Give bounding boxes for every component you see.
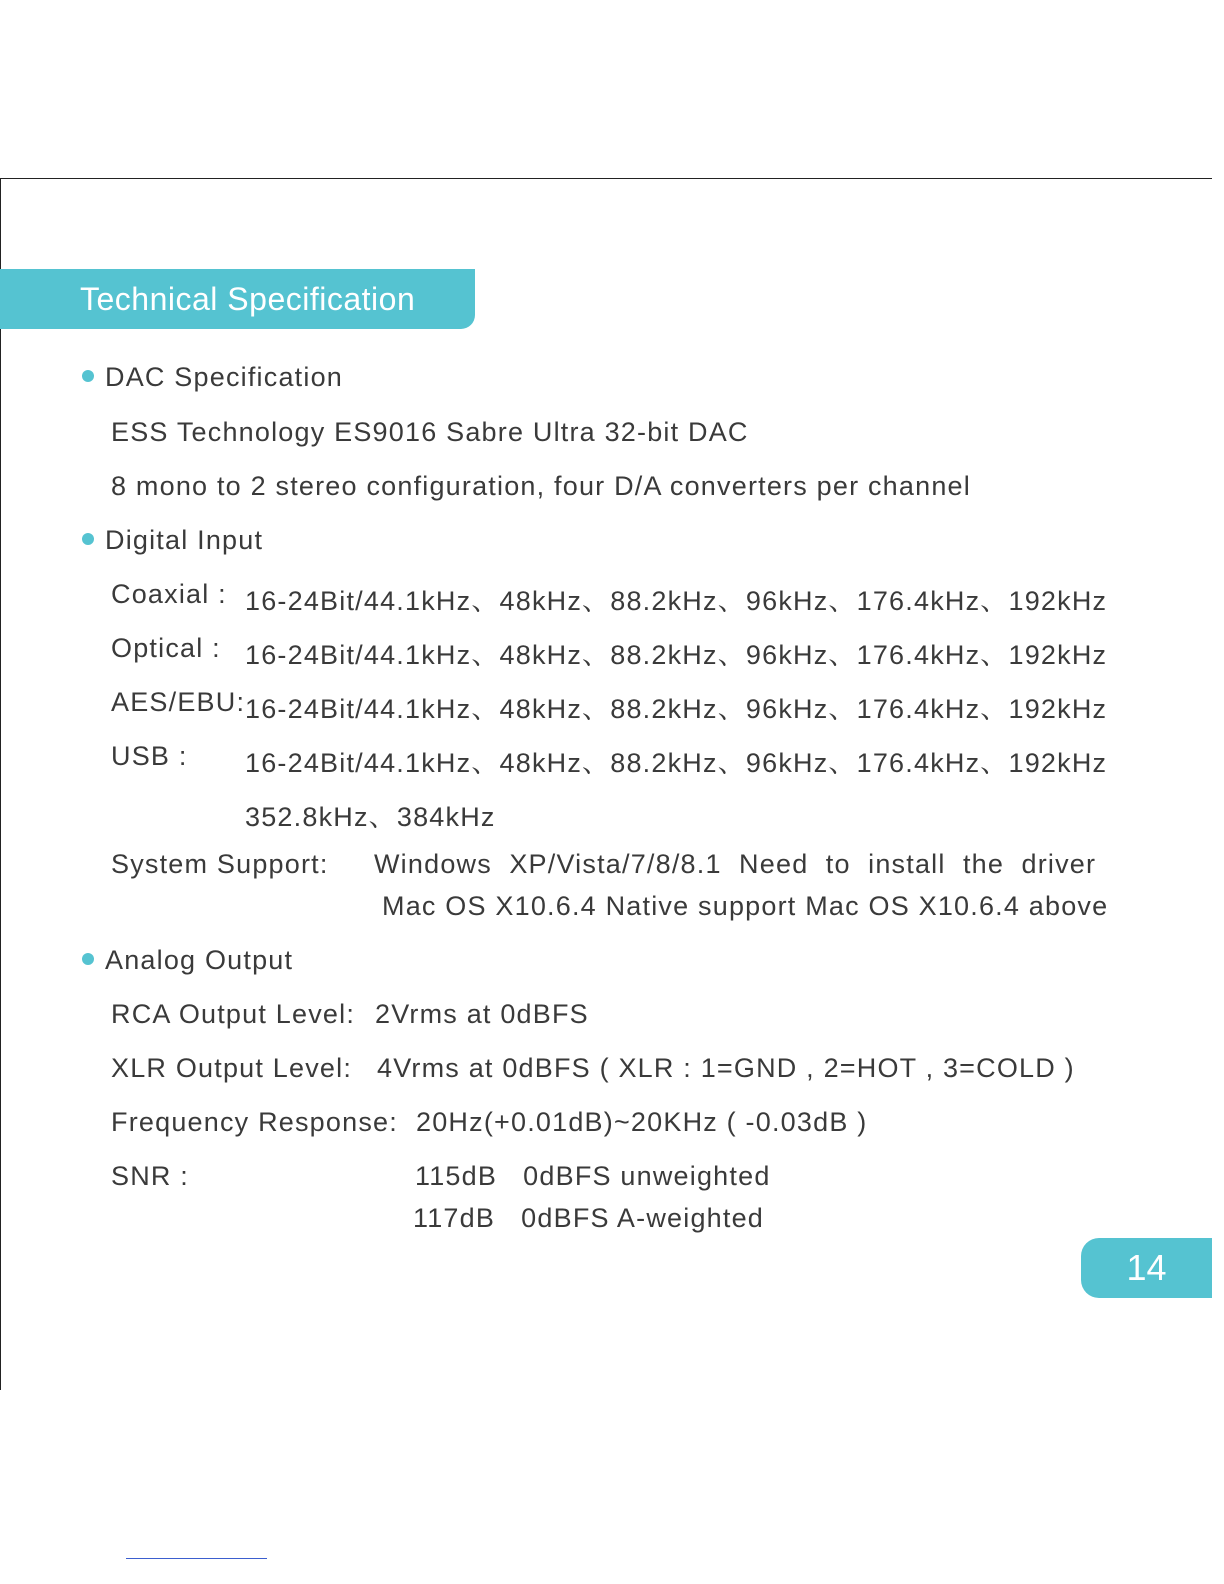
page-number: 14: [1081, 1238, 1212, 1298]
system-support-label: System Support:: [111, 849, 329, 879]
frame-top-border: [0, 178, 1212, 179]
usb-extra-value: 352.8kHz、384kHz: [245, 802, 496, 832]
optical-value: 16-24Bit/44.1kHz、48kHz、88.2kHz、96kHz、176.4kHz、192kHz: [245, 640, 1108, 670]
aes-label: AES/EBU:: [111, 687, 246, 717]
freq-label: Frequency Response:: [111, 1107, 398, 1137]
heading-dac-text: DAC Specification: [105, 362, 343, 392]
dac-line-1: ESS Technology ES9016 Sabre Ultra 32-bit DAC: [111, 417, 749, 447]
bottom-rule: [126, 1558, 267, 1559]
heading-analog-text: Analog Output: [105, 945, 294, 975]
snr-value-2: 117dB 0dBFS A-weighted: [413, 1203, 765, 1233]
freq-value: 20Hz(+0.01dB)~20KHz ( -0.03dB ): [416, 1107, 868, 1137]
system-support-windows: Windows XP/Vista/7/8/8.1 Need to install the driver: [374, 849, 1097, 879]
optical-label: Optical :: [111, 633, 221, 663]
xlr-label: XLR Output Level:: [111, 1053, 353, 1083]
aes-value: 16-24Bit/44.1kHz、48kHz、88.2kHz、96kHz、176.4kHz、192kHz: [245, 694, 1108, 724]
usb-label: USB :: [111, 741, 188, 771]
section-title: Technical Specification: [0, 269, 475, 329]
rca-label: RCA Output Level:: [111, 999, 356, 1029]
system-support-mac: Mac OS X10.6.4 Native support Mac OS X10.6.4 above: [382, 891, 1109, 921]
snr-label: SNR :: [111, 1161, 190, 1191]
heading-dac: [82, 362, 343, 393]
coaxial-value: 16-24Bit/44.1kHz、48kHz、88.2kHz、96kHz、176.4kHz、192kHz: [245, 586, 1108, 616]
xlr-value: 4Vrms at 0dBFS ( XLR : 1=GND , 2=HOT , 3=COLD ): [377, 1053, 1075, 1083]
bullet-icon: [82, 370, 94, 382]
heading-digital-text: Digital Input: [105, 525, 264, 555]
bullet-icon: [82, 953, 94, 965]
usb-value: 16-24Bit/44.1kHz、48kHz、88.2kHz、96kHz、176.4kHz、192kHz: [245, 748, 1108, 778]
dac-line-2: 8 mono to 2 stereo configuration, four D/A converters per channel: [111, 471, 971, 501]
coaxial-label: Coaxial :: [111, 579, 227, 609]
bullet-icon: [82, 533, 94, 545]
heading-analog: [82, 945, 293, 976]
heading-digital: [82, 525, 263, 556]
frame-left-border: [0, 178, 1, 1390]
snr-value-1: 115dB 0dBFS unweighted: [415, 1161, 771, 1191]
rca-value: 2Vrms at 0dBFS: [375, 999, 589, 1029]
